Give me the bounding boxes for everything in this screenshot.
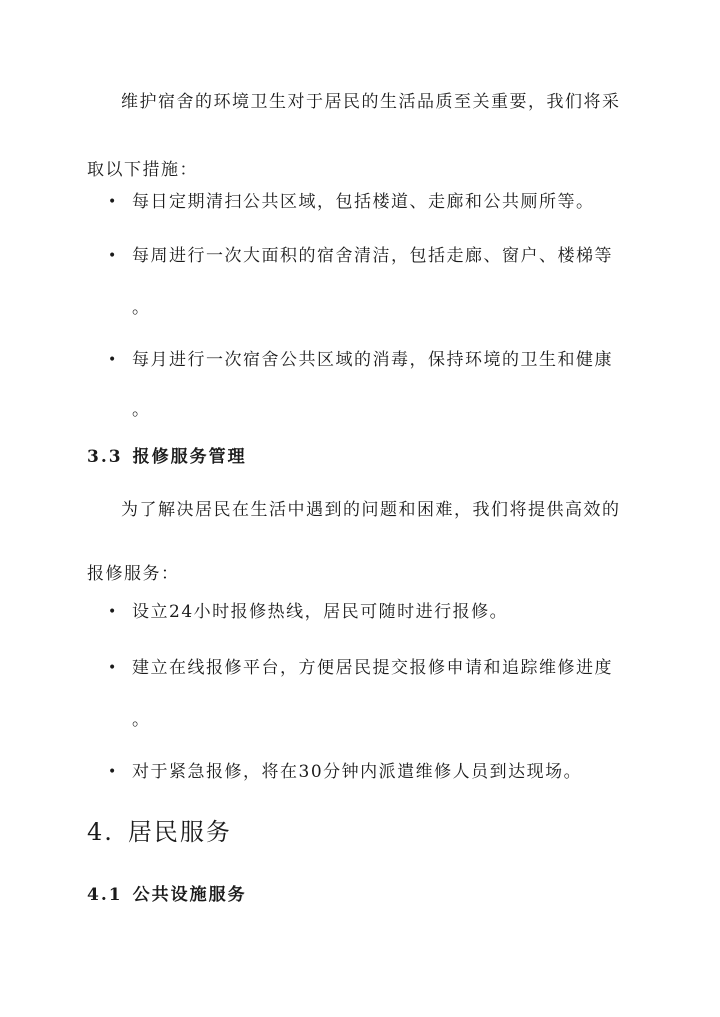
section-heading-4-1 [87,880,247,905]
list-item-text: 建立在线报修平台，方便居民提交报修申请和追踪维修进度 [132,658,613,678]
list-item-text: 。 [132,298,151,318]
section-number: 4. [87,818,114,846]
bullet-icon: • [108,194,118,210]
paragraph-text: 为了解决居民在生活中遇到的问题和困难，我们将提供高效的 [121,500,621,520]
list-item-text: 。 [132,400,151,420]
paragraph-repair-intro [87,484,632,600]
list-item-text: 每月进行一次宿舍公共区域的消毒，保持环境的卫生和健康 [132,350,613,370]
bullet-icon: • [108,764,118,780]
list-item-text: 每周进行一次大面积的宿舍清洁，包括走廊、窗户、楼梯等 [132,246,613,266]
bullet-icon: • [108,604,118,620]
paragraph-text: 报修服务： [87,564,180,584]
list-item-text: 。 [132,710,151,730]
list-item-text: 设立24小时报修热线，居民可随时进行报修。 [132,602,509,622]
paragraph-line [87,484,632,536]
paragraph-text: 取以下措施： [87,160,198,180]
paragraph-line [87,76,632,128]
section-number: 4.1 [87,885,123,905]
list-item-text: 对于紧急报修，将在30分钟内派遣维修人员到达现场。 [132,762,583,782]
bullet-icon: • [108,248,118,264]
list-item-text: 每日定期清扫公共区域，包括楼道、走廊和公共厕所等。 [132,192,595,212]
bullet-icon: • [108,352,118,368]
section-number: 3.3 [87,447,123,467]
section-heading-4 [87,812,232,847]
section-title: 报修服务管理 [132,447,247,467]
section-title: 公共设施服务 [132,885,247,905]
section-heading-3-3 [87,442,247,467]
bullet-icon: • [108,660,118,676]
section-title: 居民服务 [127,818,232,846]
paragraph-text: 维护宿舍的环境卫生对于居民的生活品质至关重要，我们将采 [121,92,621,112]
